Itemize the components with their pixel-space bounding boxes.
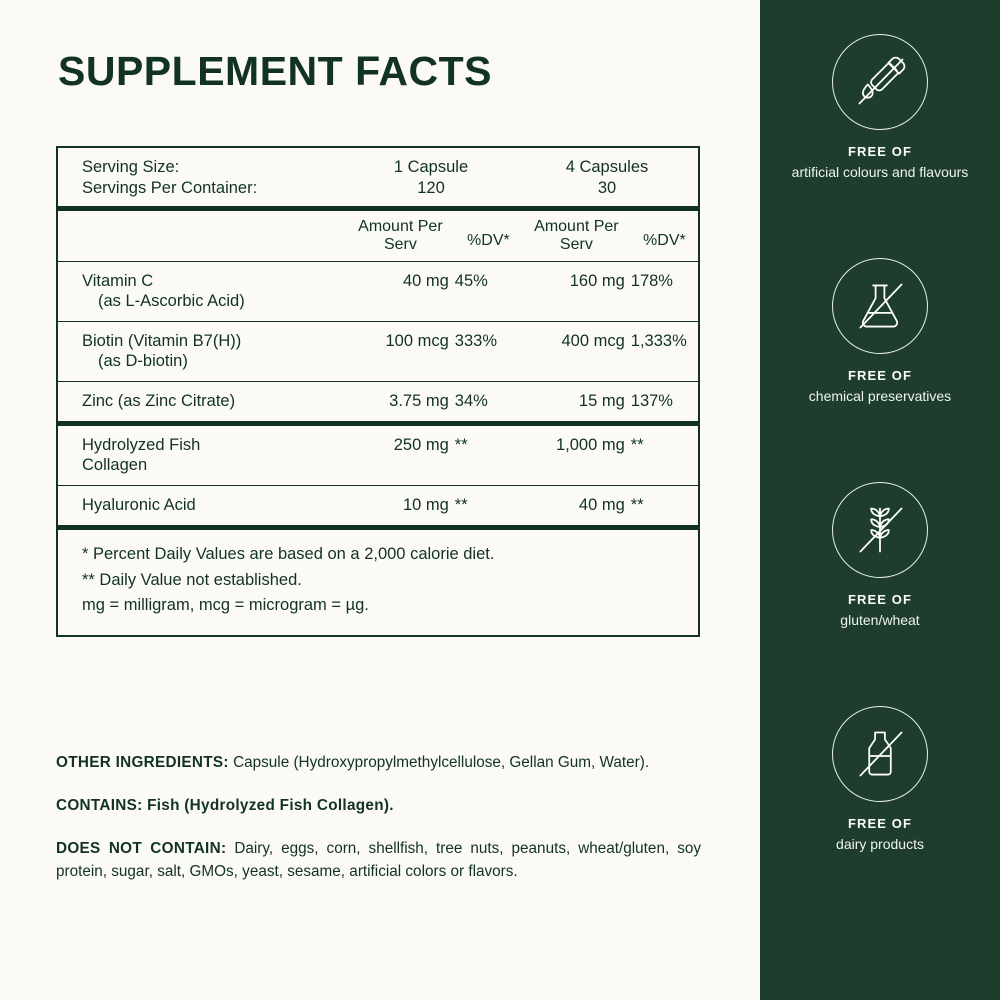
does-not-contain-text: Dairy, eggs, corn, shellfish, tree nuts, peanuts, wheat/gluten, soy protein, sugar, salt, GMOs, yeast, sesame, artificial colors or flavors. <box>56 839 701 880</box>
other-ingredients <box>56 752 701 775</box>
empty-cell <box>346 455 455 486</box>
nutrient-dv-1: 34% <box>454 392 488 410</box>
empty-cell <box>522 351 631 382</box>
header-amount-line1-2: Amount Per <box>534 218 619 235</box>
nutrient-subname: (as L-Ascorbic Acid) <box>98 292 245 310</box>
dropper-icon <box>833 34 927 130</box>
badge-artificial-colours <box>760 34 1000 258</box>
table-row <box>58 486 698 528</box>
serving-size-col1: 1 Capsule <box>393 158 469 176</box>
nutrient-amount-2: 160 mg <box>569 272 625 290</box>
footnotes <box>58 530 698 635</box>
supplement-facts-table <box>56 146 700 637</box>
nutrient-dv-1: 333% <box>454 332 497 350</box>
empty-cell <box>346 291 455 322</box>
nutrient-amount-1: 250 mg <box>393 436 449 454</box>
does-not-contain-label: DOES NOT CONTAIN: <box>56 839 227 857</box>
contains <box>56 795 701 818</box>
header-spacer <box>58 211 346 262</box>
nutrient-name: Zinc (as Zinc Citrate) <box>82 392 236 410</box>
does-not-contain <box>56 838 701 884</box>
header-dv-1 <box>455 211 522 262</box>
header-dv-label-2: %DV* <box>643 231 686 249</box>
table-row <box>58 262 698 291</box>
header-dv-2 <box>631 211 698 262</box>
serving-size-row <box>58 148 698 177</box>
wheat-icon <box>833 482 927 578</box>
servings-per-container-col1: 120 <box>417 179 445 197</box>
nutrient-dv-1: ** <box>454 436 468 454</box>
empty-cell <box>455 351 522 382</box>
servings-per-container-col2: 30 <box>597 179 617 197</box>
other-ingredients-text: Capsule (Hydroxypropylmethylcellulose, Gellan Gum, Water). <box>228 754 650 771</box>
table-row-sub <box>58 455 698 486</box>
table-row <box>58 426 698 455</box>
nutrient-name: Biotin (Vitamin B7(H)) <box>82 332 242 350</box>
badge-subtitle: dairy products <box>836 836 924 852</box>
footnote-dv: * Percent Daily Values are based on a 2,000 calorie diet. <box>82 545 495 563</box>
nutrient-amount-2: 400 mcg <box>561 332 625 350</box>
badge-subtitle: chemical preservatives <box>808 388 952 404</box>
nutrient-name: Hydrolyzed Fish <box>82 436 201 454</box>
header-amount-per-serv-2 <box>522 211 631 262</box>
facts-table <box>58 148 698 530</box>
nutrient-subname: (as D-biotin) <box>98 352 188 370</box>
nutrient-amount-2: 1,000 mg <box>555 436 625 454</box>
empty-cell <box>522 455 631 486</box>
page-title: SUPPLEMENT FACTS <box>58 48 492 94</box>
badge-chemical-preservatives <box>760 258 1000 482</box>
header-amount-line2: Serv <box>383 236 417 253</box>
nutrient-amount-1: 40 mg <box>402 272 449 290</box>
header-dv-label-1: %DV* <box>467 231 510 249</box>
table-row <box>58 382 698 424</box>
nutrient-dv-2: 137% <box>630 392 673 410</box>
nutrient-dv-2: ** <box>630 436 644 454</box>
empty-cell <box>455 455 522 486</box>
nutrient-dv-2: 1,333% <box>630 332 687 350</box>
servings-per-container-label: Servings Per Container: <box>82 179 258 197</box>
other-ingredients-label: OTHER INGREDIENTS: <box>56 754 229 771</box>
milk-bottle-icon <box>833 706 927 802</box>
empty-cell <box>455 291 522 322</box>
badge-circle <box>832 258 928 354</box>
nutrient-amount-2: 40 mg <box>578 496 625 514</box>
nutrient-amount-2: 15 mg <box>578 392 625 410</box>
header-amount-line2-2: Serv <box>559 236 593 253</box>
serving-size-label: Serving Size: <box>82 158 180 176</box>
servings-per-container-row <box>58 177 698 209</box>
nutrient-subname: Collagen <box>82 456 148 474</box>
badge-dairy-products <box>760 706 1000 930</box>
nutrient-dv-2: 178% <box>630 272 673 290</box>
badge-title: FREE OF <box>847 144 913 159</box>
empty-cell <box>631 455 698 486</box>
badge-circle <box>832 482 928 578</box>
footnote-dv-not-established: ** Daily Value not established. <box>82 570 302 589</box>
empty-cell <box>631 291 698 322</box>
header-amount-per-serv-1 <box>346 211 455 262</box>
free-of-badges-panel <box>760 0 1000 1000</box>
badge-circle <box>832 706 928 802</box>
nutrient-dv-2: ** <box>630 496 644 514</box>
table-row-sub <box>58 351 698 382</box>
header-amount-line1: Amount Per <box>358 218 443 235</box>
column-header-row <box>58 211 698 262</box>
ingredient-notes <box>56 752 701 884</box>
nutrient-amount-1: 10 mg <box>402 496 449 514</box>
nutrient-name: Hyaluronic Acid <box>82 496 196 514</box>
nutrient-dv-1: ** <box>454 496 468 514</box>
table-row <box>58 322 698 351</box>
serving-size-col2: 4 Capsules <box>565 158 649 176</box>
footnote-units: mg = milligram, mcg = microgram = µg. <box>82 596 369 615</box>
empty-cell <box>522 291 631 322</box>
badge-title: FREE OF <box>847 816 913 831</box>
nutrient-amount-1: 100 mcg <box>385 332 449 350</box>
badge-subtitle: gluten/wheat <box>840 612 920 628</box>
badge-subtitle: artificial colours and flavours <box>791 164 969 180</box>
flask-icon <box>833 258 927 354</box>
badge-title: FREE OF <box>847 592 913 607</box>
badge-circle <box>832 34 928 130</box>
nutrient-dv-1: 45% <box>454 272 488 290</box>
badge-gluten-wheat <box>760 482 1000 706</box>
badge-title: FREE OF <box>847 368 913 383</box>
contains-label: CONTAINS: Fish (Hydrolyzed Fish Collagen). <box>56 796 394 814</box>
empty-cell <box>631 351 698 382</box>
table-row-sub <box>58 291 698 322</box>
empty-cell <box>346 351 455 382</box>
nutrient-name: Vitamin C <box>82 272 154 290</box>
nutrient-amount-1: 3.75 mg <box>389 392 449 410</box>
